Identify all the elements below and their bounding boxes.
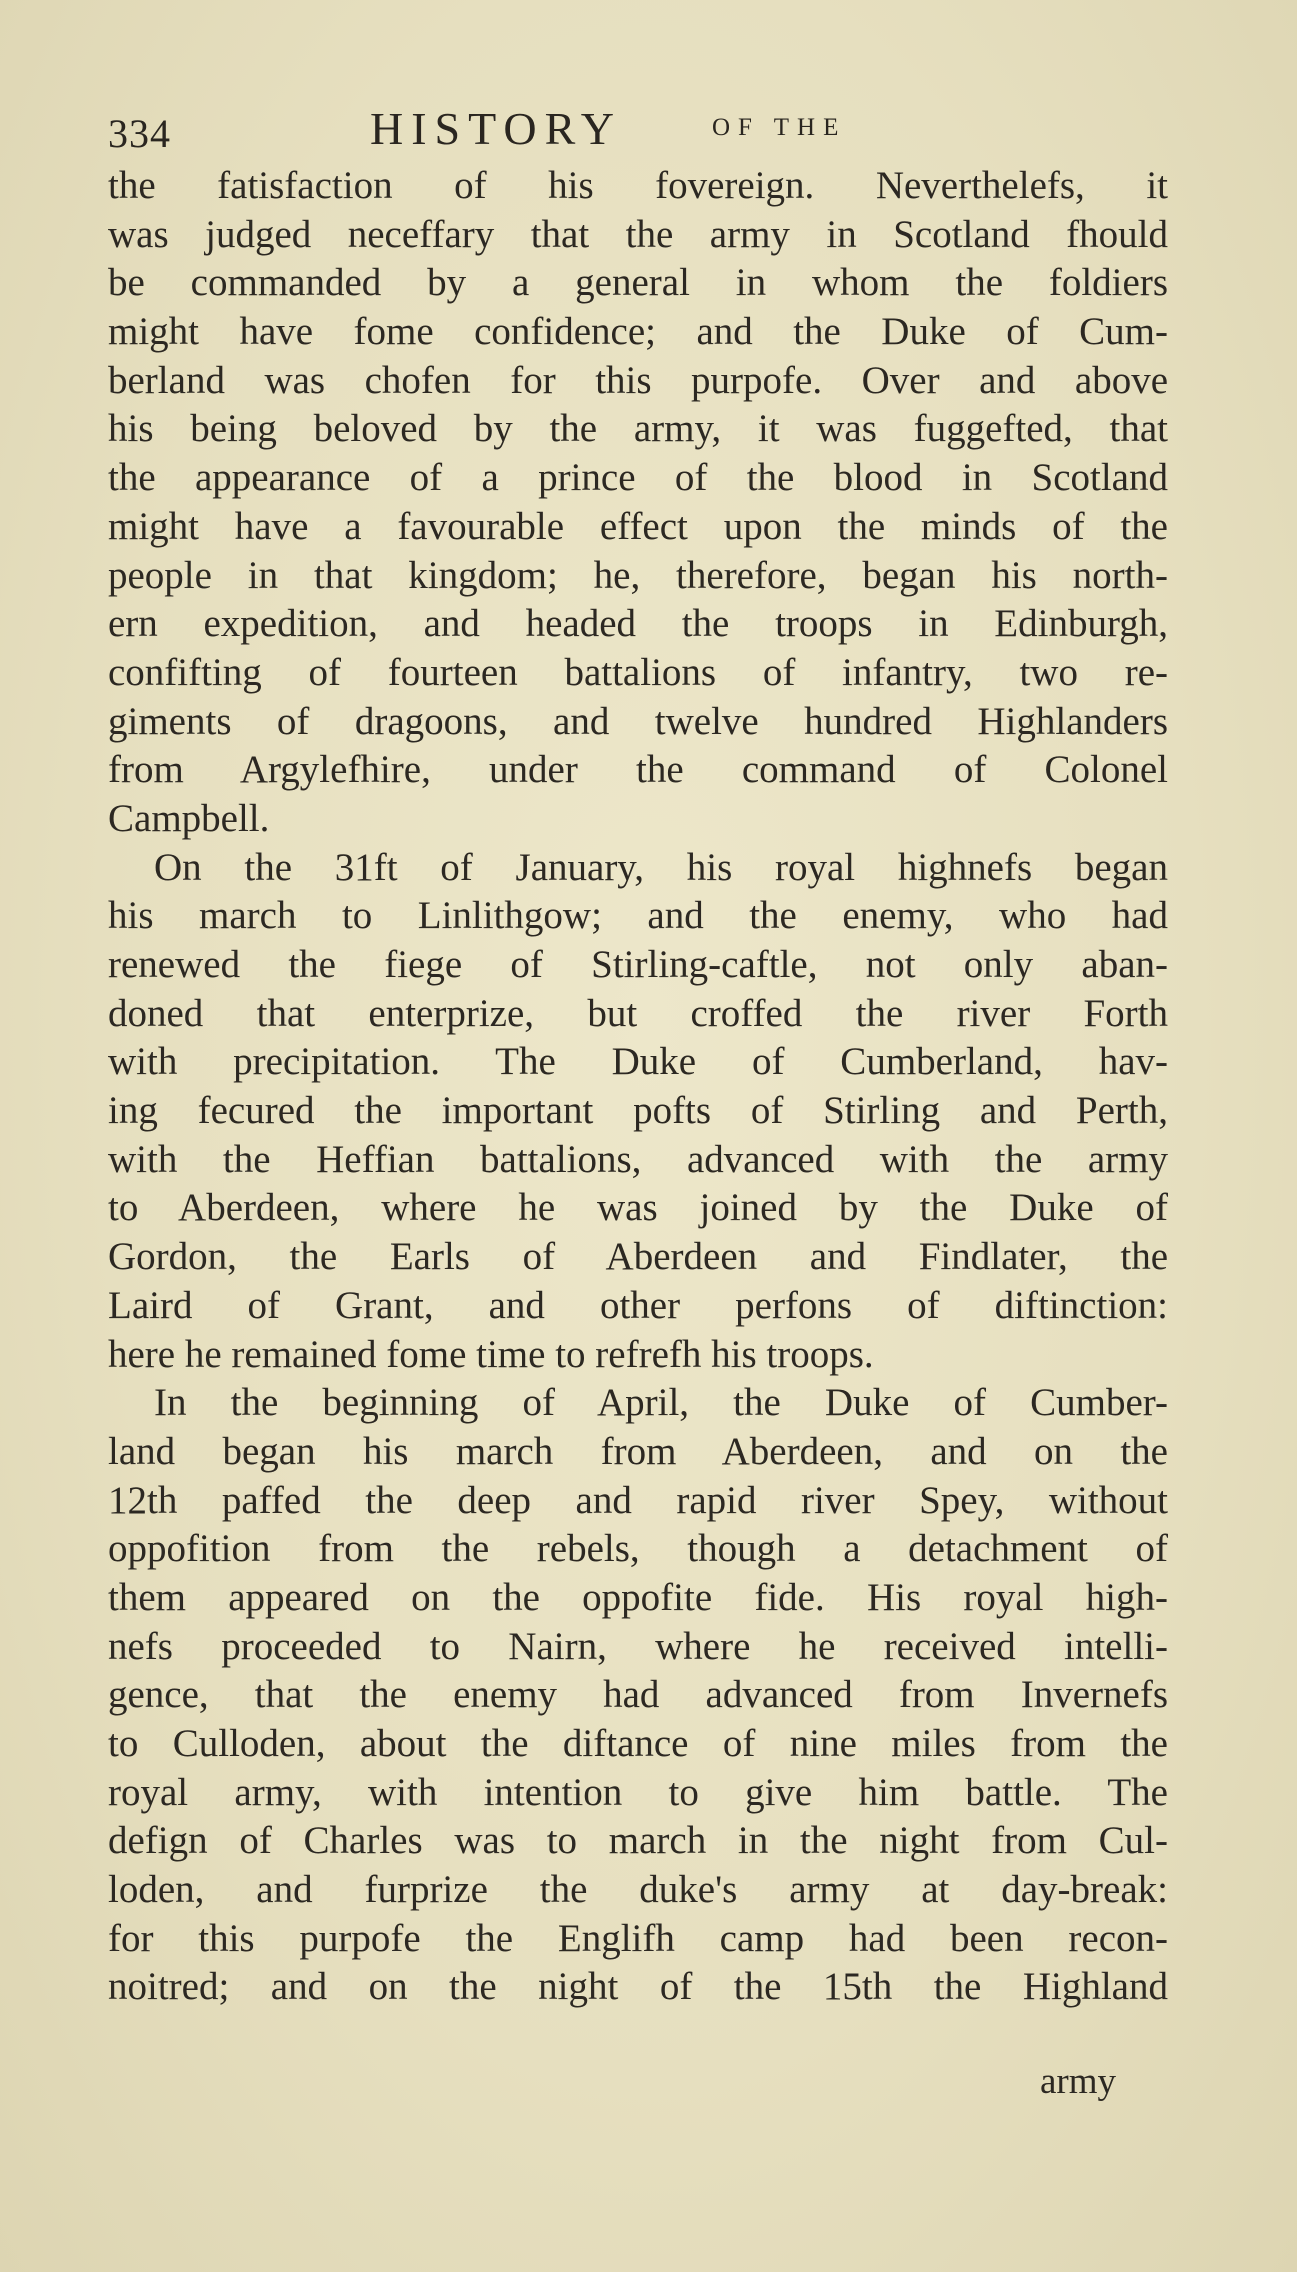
text-line: them appeared on the oppofite fide. His royal high- [108,1575,1168,1619]
text-line: his being beloved by the army, it was fuggefted, that [108,407,1168,451]
text-line: renewed the fiege of Stirling-caftle, not only aban- [108,943,1168,986]
text-line: might have a favourable effect upon the minds of the [108,504,1168,548]
running-head-title: HISTORY [370,103,622,154]
text-line: the fatisfaction of his fovereign. Neverthelefs, it [108,164,1168,207]
text-line: here he remained fome time to refrefh his troops. [108,1332,874,1376]
text-line: noitred; and on the night of the 15th the Highland [108,1965,1168,2009]
text-line: oppofition from the rebels, though a detachment of [108,1527,1168,1571]
text-line: gence, that the enemy had advanced from Invernefs [108,1673,1168,1717]
text-line: be commanded by a general in whom the foldiers [108,261,1168,305]
text-line: land began his march from Aberdeen, and on the [108,1429,1168,1473]
text-line: people in that kingdom; he, therefore, began his north- [108,553,1168,597]
page-number: 334 [108,111,171,156]
text-line: berland was chofen for this purpofe. Over and above [108,358,1168,402]
text-line: Campbell. [108,796,270,840]
catchword: army [1040,2061,1117,2102]
text-line: ern expedition, and headed the troops in Edinburgh, [108,602,1168,646]
text-line: to Culloden, about the diftance of nine miles from the [108,1722,1168,1765]
text-line: royal army, with intention to give him battle. The [108,1770,1168,1814]
text-line: to Aberdeen, where he was joined by the Duke of [108,1186,1168,1230]
text-line: with precipitation. The Duke of Cumberland, hav- [108,1040,1168,1084]
body-text [108,162,1168,2012]
text-line: from Argylefhire, under the command of Colonel [108,748,1168,792]
text-line: ing fecured the important pofts of Stirling and Perth, [108,1089,1168,1133]
text-line: Laird of Grant, and other perfons of diftinction: [108,1283,1168,1327]
text-line: defign of Charles was to march in the night from Cul- [108,1819,1168,1863]
text-line: confifting of fourteen battalions of infantry, two re- [108,650,1168,694]
text-line: with the Heffian battalions, advanced with the army [108,1137,1168,1181]
running-head-small: OF THE [712,114,847,141]
text-line: might have fome confidence; and the Duke of Cum- [108,310,1168,354]
text-line: giments of dragoons, and twelve hundred Highlanders [108,699,1168,743]
text-line: was judged neceffary that the army in Scotland fhould [108,212,1168,256]
page-header [108,98,928,158]
paragraph-start-line: On the 31ft of January, his royal highnefs began [154,845,1168,889]
text-line: Gordon, the Earls of Aberdeen and Findlater, the [108,1235,1168,1279]
text-line: 12th paffed the deep and rapid river Spey, without [108,1478,1168,1522]
text-line: doned that enterprize, but croffed the river Forth [108,991,1168,1035]
text-line: for this purpofe the Englifh camp had been recon- [108,1916,1168,1960]
text-line: his march to Linlithgow; and the enemy, who had [108,894,1168,938]
text-line: loden, and furprize the duke's army at day-break: [108,1868,1168,1912]
paragraph-start-line: In the beginning of April, the Duke of Cumber- [154,1381,1168,1425]
text-line: the appearance of a prince of the blood in Scotland [108,456,1168,500]
text-line: nefs proceeded to Nairn, where he received intelli- [108,1624,1168,1668]
